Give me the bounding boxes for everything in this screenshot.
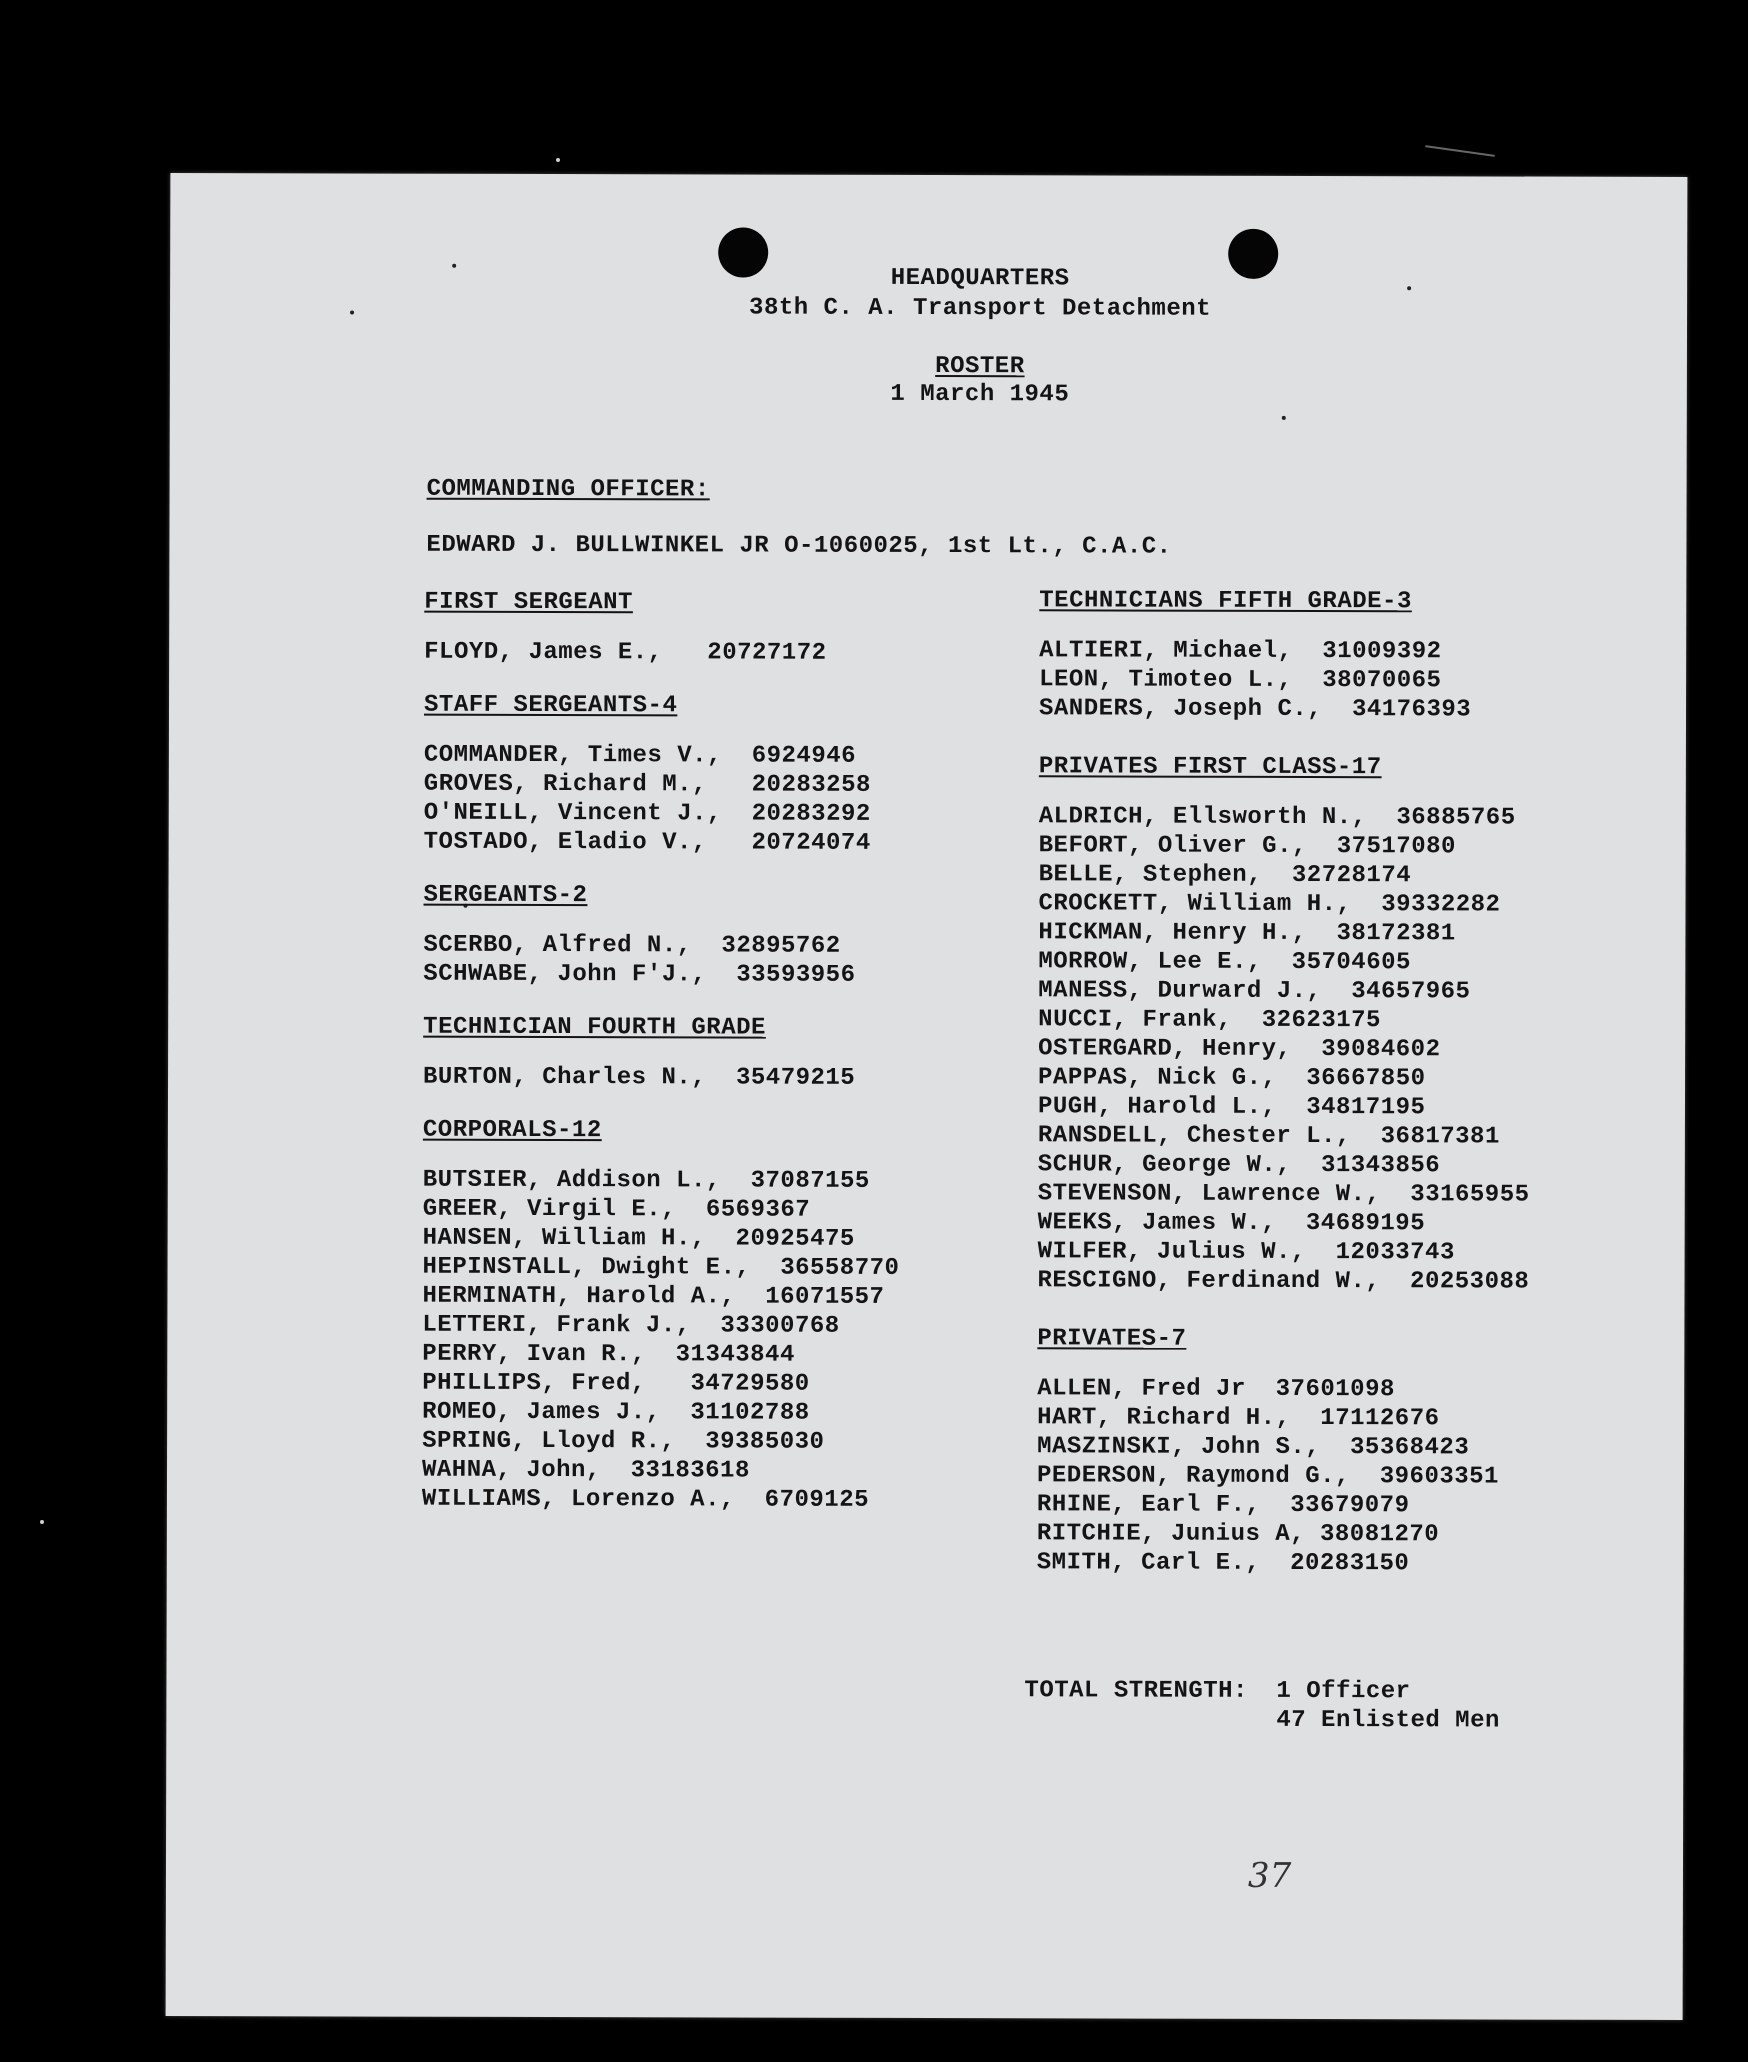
roster-entry: WILLIAMS, Lorenzo A., 6709125 xyxy=(421,1485,870,1514)
roster-entry: BURTON, Charles N., 35479215 xyxy=(423,1063,856,1092)
commanding-officer-name: EDWARD J. BULLWINKEL JR O-1060025, 1st Lt., C.A.C. xyxy=(426,531,1172,561)
roster-entry: STEVENSON, Lawrence W., 33165955 xyxy=(1037,1180,1530,1209)
left-column xyxy=(422,589,901,1540)
roster-entry: ALDRICH, Ellsworth N., 36885765 xyxy=(1038,803,1516,832)
roster-entry: MANESS, Durward J., 34657965 xyxy=(1038,977,1471,1006)
left-section xyxy=(422,1117,900,1515)
roster-title xyxy=(630,352,1330,381)
roster-entry: SPRING, Lloyd R., 39385030 xyxy=(422,1427,825,1456)
roster-entry: RESCIGNO, Ferdinand W., 20253088 xyxy=(1037,1267,1530,1296)
roster-entry: RITCHIE, Junius A, 38081270 xyxy=(1036,1520,1440,1549)
total-strength-officers: 1 Officer xyxy=(1276,1677,1411,1706)
roster-entry: LETTERI, Frank J., 33300768 xyxy=(422,1311,840,1340)
roster-entry: FLOYD, James E., 20727172 xyxy=(424,638,827,667)
commanding-officer-heading-text: COMMANDING OFFICER: xyxy=(426,475,710,504)
roster-entry: MORROW, Lee E., 35704605 xyxy=(1038,948,1411,977)
roster-entry: BEFORT, Oliver G., 37517080 xyxy=(1038,832,1456,861)
section-heading: PRIVATES-7 xyxy=(1037,1325,1187,1353)
roster-entry: PAPPAS, Nick G., 36667850 xyxy=(1038,1064,1426,1093)
roster-entry: HICKMAN, Henry H., 38172381 xyxy=(1038,919,1456,948)
section-heading: CORPORALS-12 xyxy=(422,1116,602,1145)
roster-entry: HART, Richard H., 17112676 xyxy=(1037,1404,1440,1433)
left-section xyxy=(423,1014,900,1093)
left-section xyxy=(424,692,901,858)
total-strength-label: TOTAL STRENGTH: xyxy=(1024,1677,1249,1705)
page-number: 37 xyxy=(1247,1855,1292,1896)
speck xyxy=(1407,286,1411,290)
roster-entry: SCHWABE, John F'J., 33593956 xyxy=(423,960,856,989)
speck xyxy=(350,310,354,314)
roster-entry: NUCCI, Frank, 32623175 xyxy=(1038,1006,1382,1035)
speck xyxy=(1282,416,1286,420)
roster-entry: OSTERGARD, Henry, 39084602 xyxy=(1038,1035,1441,1064)
left-section xyxy=(424,589,901,668)
roster-entry: ALTIERI, Michael, 31009392 xyxy=(1039,637,1442,666)
roster-entry: O'NEILL, Vincent J., 20283292 xyxy=(423,799,871,828)
roster-entry: LEON, Timoteo L., 38070065 xyxy=(1039,666,1442,695)
section-heading: STAFF SERGEANTS-4 xyxy=(423,691,678,720)
header-line-1: HEADQUARTERS xyxy=(890,264,1070,293)
roster-entry: HANSEN, William H., 20925475 xyxy=(422,1224,855,1253)
roster-entry: HEPINSTALL, Dwight E., 36558770 xyxy=(422,1253,900,1282)
left-section xyxy=(423,882,900,990)
document-page xyxy=(166,173,1688,2020)
section-heading: SERGEANTS-2 xyxy=(423,881,588,910)
roster-entry: CROCKETT, William H., 39332282 xyxy=(1038,890,1501,919)
right-column xyxy=(1037,587,1531,1608)
right-section xyxy=(1039,587,1531,724)
roster-entry: SCERBO, Alfred N., 32895762 xyxy=(423,931,841,960)
roster-entry: TOSTADO, Eladio V., 20724074 xyxy=(423,828,871,857)
section-heading: TECHNICIANS FIFTH GRADE-3 xyxy=(1039,587,1412,616)
roster-entry: SMITH, Carl E., 20283150 xyxy=(1036,1549,1410,1578)
scan-dust xyxy=(556,158,560,162)
roster-entry: MASZINSKI, John S., 35368423 xyxy=(1037,1433,1470,1462)
right-section xyxy=(1037,753,1530,1296)
speck xyxy=(452,264,456,268)
roster-entry: SCHUR, George W., 31343856 xyxy=(1037,1151,1441,1180)
roster-entry: WILFER, Julius W., 12033743 xyxy=(1037,1238,1455,1267)
scan-dust xyxy=(40,1520,44,1524)
roster-entry: ALLEN, Fred Jr 37601098 xyxy=(1037,1375,1395,1404)
roster-entry: PUGH, Harold L., 34817195 xyxy=(1037,1093,1426,1122)
roster-entry: WEEKS, James W., 34689195 xyxy=(1037,1209,1426,1238)
roster-entry: PERRY, Ivan R., 31343844 xyxy=(422,1340,795,1369)
total-strength-enlisted: 47 Enlisted Men xyxy=(1276,1706,1500,1735)
roster-entry: GREER, Virgil E., 6569367 xyxy=(422,1195,811,1224)
roster-entry: BUTSIER, Addison L., 37087155 xyxy=(422,1166,870,1195)
roster-title-text: ROSTER xyxy=(935,353,1025,381)
roster-entry: SANDERS, Joseph C., 34176393 xyxy=(1038,695,1472,724)
header-line-2: 38th C. A. Transport Detachment xyxy=(749,294,1212,323)
roster-entry: BELLE, Stephen, 32728174 xyxy=(1038,861,1412,890)
roster-entry: WAHNA, John, 33183618 xyxy=(421,1456,750,1485)
section-heading: FIRST SERGEANT xyxy=(424,588,633,617)
commanding-officer-heading xyxy=(427,476,710,504)
roster-entry: COMMANDER, Times V., 6924946 xyxy=(423,741,857,770)
section-heading: PRIVATES FIRST CLASS-17 xyxy=(1038,753,1382,782)
scan-mark xyxy=(1425,145,1495,157)
roster-entry: RHINE, Earl F., 33679079 xyxy=(1036,1491,1410,1520)
roster-date: 1 March 1945 xyxy=(890,380,1070,409)
roster-entry: ROMEO, James J., 31102788 xyxy=(422,1398,810,1427)
roster-entry: GROVES, Richard M., 20283258 xyxy=(423,770,871,799)
roster-entry: HERMINATH, Harold A., 16071557 xyxy=(422,1282,885,1311)
roster-entry: PHILLIPS, Fred, 34729580 xyxy=(422,1369,810,1398)
section-heading: TECHNICIAN FOURTH GRADE xyxy=(423,1013,766,1042)
right-section xyxy=(1037,1325,1529,1578)
roster-entry: PEDERSON, Raymond G., 39603351 xyxy=(1036,1462,1500,1491)
roster-entry: RANSDELL, Chester L., 36817381 xyxy=(1037,1122,1500,1151)
